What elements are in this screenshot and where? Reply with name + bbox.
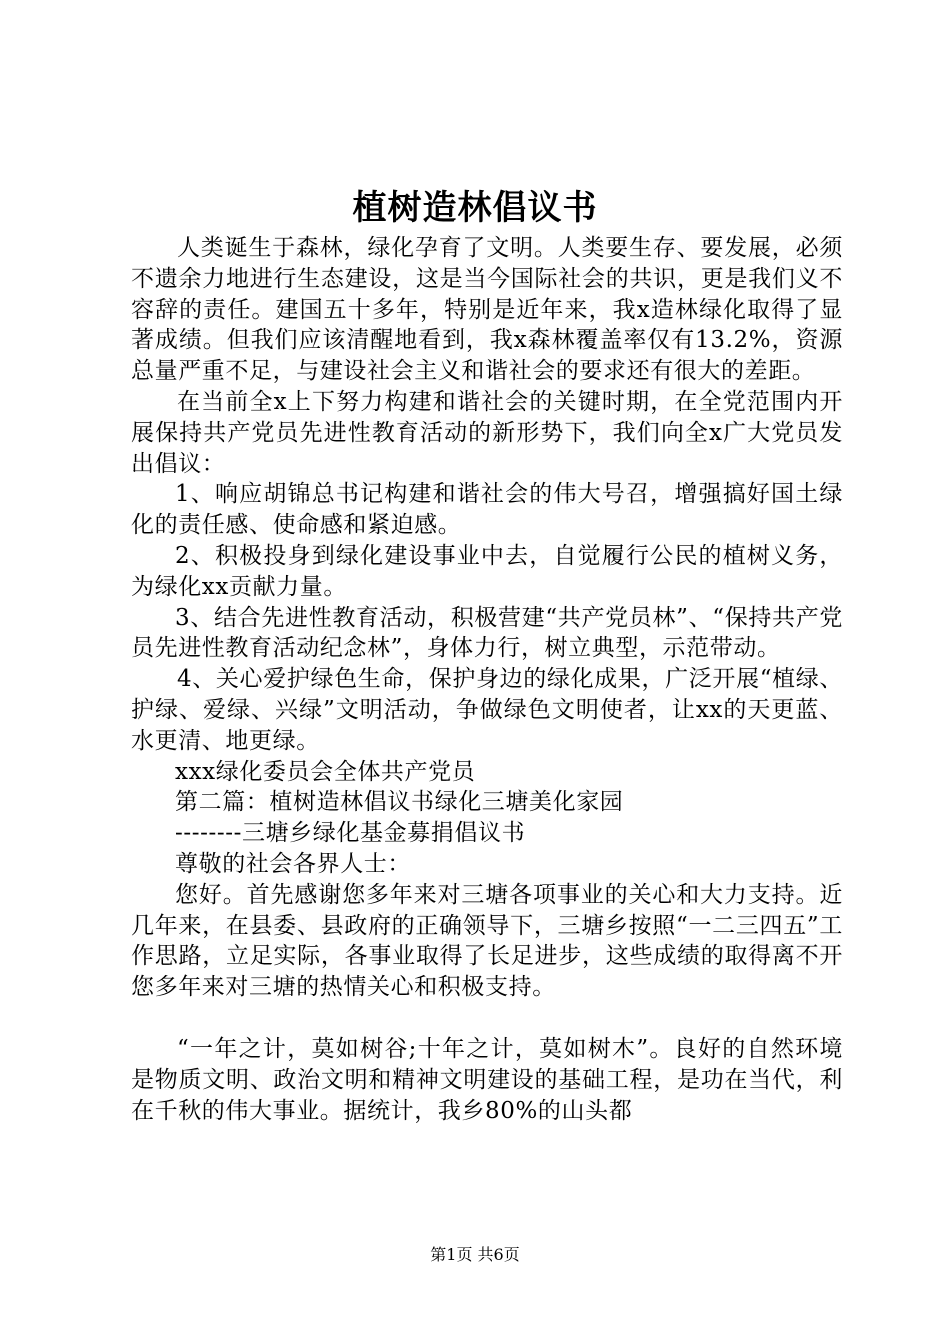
document-body bbox=[131, 233, 843, 1126]
section-two-title: 第二篇：植树造林倡议书绿化三塘美化家园 bbox=[175, 789, 624, 816]
paragraph-proposal: 在当前全x上下努力构建和谐社会的关键时期，在全党范围内开展保持共产党员先进性教育活动的新形势下，我们向全x广大党员发出倡议： bbox=[131, 388, 843, 477]
paragraph-quote: “一年之计，莫如树谷;十年之计，莫如树木”。良好的自然环境是物质文明、政治文明和精神文明建设的基础工程，是功在当代，利在千秋的伟大事业。据统计，我乡80%的山头都 bbox=[131, 1035, 843, 1124]
proposal-item-2: 2、积极投身到绿化建设事业中去，自觉履行公民的植树义务，为绿化xx贡献力量。 bbox=[131, 542, 843, 600]
document-title: 植树造林倡议书 bbox=[352, 188, 598, 228]
paragraph-greeting: 您好。首先感谢您多年来对三塘各项事业的关心和大力支持。近几年来，在县委、县政府的正确领导下，三塘乡按照“一二三四五”工作思路，立足实际，各事业取得了长足进步，这些成绩的取得离不开您多年来对三塘的热情关心和积极支持。 bbox=[131, 881, 843, 1001]
section-two-subtitle: --------三塘乡绿化基金募捐倡议书 bbox=[175, 820, 526, 847]
paragraph-intro: 人类诞生于森林，绿化孕育了文明。人类要生存、要发展，必须不遗余力地进行生态建设，这是当今国际社会的共识，更是我们义不容辞的责任。建国五十多年，特别是近年来，我x造林绿化取得了显著成绩。但我们应该清醒地看到，我x森林覆盖率仅有13.2%，资源总量严重不足，与建设社会主义和谐社会的要求还有很大的差距。 bbox=[131, 235, 843, 385]
proposal-item-4: 4、关心爱护绿色生命，保护身边的绿化成果，广泛开展“植绿、护绿、爱绿、兴绿”文明活动，争做绿色文明使者，让xx的天更蓝、水更清、地更绿。 bbox=[131, 666, 843, 754]
salutation: 尊敬的社会各界人士： bbox=[175, 850, 411, 877]
proposal-item-3: 3、结合先进性教育活动，积极营建“共产党员林”、“保持共产党员先进性教育活动纪念林”，身体力行，树立典型，示范带动。 bbox=[131, 604, 843, 662]
page-footer: 第1页 共6页 bbox=[430, 1245, 520, 1264]
signature-line: xxx绿化委员会全体共产党员 bbox=[175, 758, 476, 785]
paragraph-gap bbox=[131, 1003, 843, 1034]
proposal-item-1: 1、响应胡锦总书记构建和谐社会的伟大号召，增强搞好国土绿化的责任感、使命感和紧迫感。 bbox=[131, 481, 843, 539]
